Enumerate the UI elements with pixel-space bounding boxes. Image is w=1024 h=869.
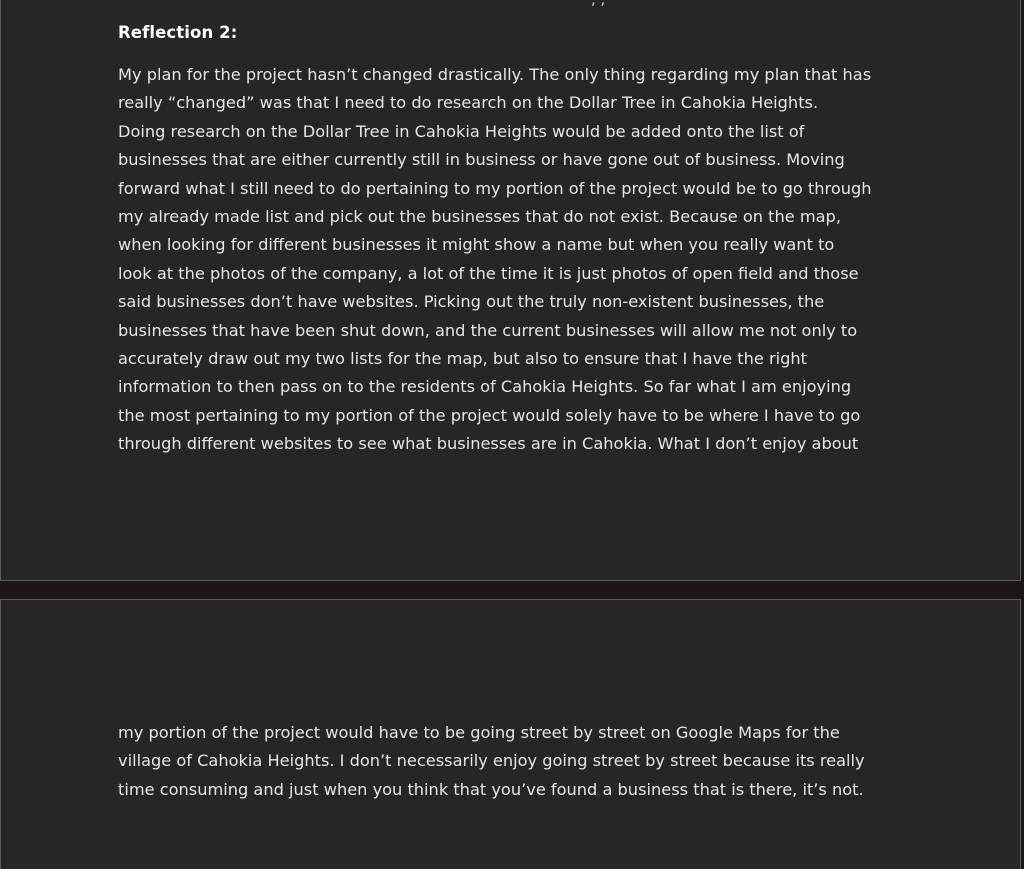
text-line: when looking for different businesses it might show a name but when you really want to — [118, 235, 835, 255]
text-line: Doing research on the Dollar Tree in Cahokia Heights would be added onto the list of — [118, 121, 805, 141]
text-line: village of Cahokia Heights. I don’t necessarily enjoy going street by street because its really — [118, 751, 865, 771]
text-line: said businesses don’t have websites. Picking out the truly non-existent businesses, the — [118, 292, 825, 312]
text-line: My plan for the project hasn’t changed drastically. The only thing regarding my plan that has — [118, 65, 872, 84]
text-line: businesses that are either currently still in business or have gone out of business. Moving — [118, 150, 845, 170]
document-page-2 — [0, 599, 1021, 869]
reflection-heading: Reflection 2: — [118, 23, 238, 42]
text-line: look at the photos of the company, a lot of the time it is just photos of open field and those — [118, 263, 859, 283]
text-line: really “changed” was that I need to do research on the Dollar Tree in Cahokia Heights. — [118, 93, 819, 113]
text-line: time consuming and just when you think that you’ve found a business that is there, it’s not. — [118, 779, 864, 799]
reflection-paragraph-continued — [118, 719, 918, 804]
previous-line-fragment — [591, 0, 751, 4]
text-line: my already made list and pick out the businesses that do not exist. Because on the map, — [118, 207, 841, 227]
text-line: the most pertaining to my portion of the project would solely have to be where I have to go — [118, 405, 861, 425]
text-line: accurately draw out my two lists for the map, but also to ensure that I have the right — [118, 349, 808, 369]
text-line: businesses that have been shut down, and the current businesses will allow me not only to — [118, 320, 858, 340]
reflection-paragraph — [118, 61, 918, 459]
text-line: my portion of the project would have to be going street by street on Google Maps for the — [118, 723, 840, 742]
text-line: forward what I still need to do pertaining to my portion of the project would be to go through — [118, 178, 872, 198]
text-line: information to then pass on to the residents of Cahokia Heights. So far what I am enjoying — [118, 377, 852, 397]
text-line: through different websites to see what businesses are in Cahokia. What I don’t enjoy about — [118, 434, 859, 454]
